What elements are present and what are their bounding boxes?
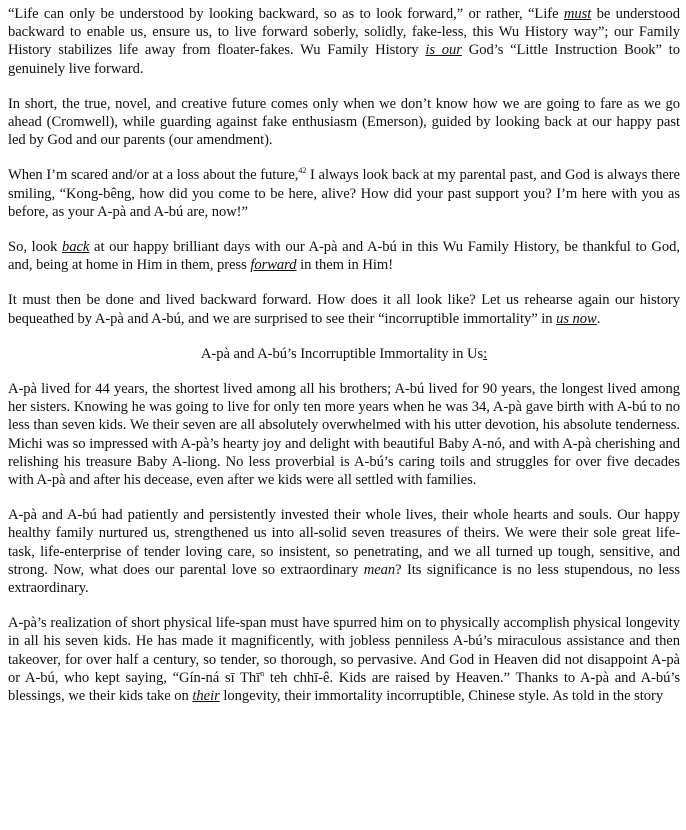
paragraph-3 (8, 166, 680, 221)
text: So, look (8, 239, 63, 256)
text: at our happy brilliant days with our A-pà and A-bú in this Wu Family History, be thankful to God, and, being at home in Him in them, press (8, 239, 680, 274)
emphasis-their: their (192, 688, 220, 705)
paragraph-5 (8, 291, 680, 327)
text: ? Its significance is no less stupendous, no less extraordinary. (8, 561, 680, 597)
text: God’s “Little Instruction Book” to genuinely live forward. (8, 42, 681, 77)
paragraph-6: A-pà lived for 44 years, the shortest lived among all his brothers; A-bú lived for 90 years, the longest lived among her sisters. Knowing he was going to live for only ten more years when he was 34, A-pà gave birth with A-bú to no less than seven kids. We their seven are all absolutely overwhelmed with his utter devotion, his absolute tenderness. Michi was so impressed with A-pà’s hearty joy and delight with beautiful Baby A-nó, and with A-pà cherishing and relishing his treasure Baby A-liong. No less proverbial is A-bú’s caring toils and struggles for over five decades with A-pà and after his decease, even after we kids were all settled with families. (8, 381, 680, 489)
text: “Life can only be understood by looking backward, so as to look forward,” or rather, “Life (8, 6, 564, 22)
paragraph-7 (8, 506, 680, 597)
text: teh chhī-ê. Kids are raised by Heaven.” Thanks to A-pà and A-bú’s blessings, we their kids take on (8, 669, 680, 705)
text: A-pà and A-bú had patiently and persistently invested their whole lives, their whole hearts and souls. Our happy healthy family nurtured us, strengthened us into all-solid seven treasures of theirs. We were their sole great life-task, life-enterprise of tender loving care, so insistent, so penetrating, and we all turned up tough, sensitive, and strong. Now, what does our parental love so extraordinary (8, 507, 680, 578)
text: longevity, their immortality incorruptible, Chinese style. As told in the story (219, 688, 664, 705)
text: in them in Him! (296, 257, 393, 274)
emphasis-us-now: us now (556, 310, 597, 327)
text: be understood backward to enable us, ensure us, to live forward soberly, solidly, fake-less, this Wu History way”; our Family History stabilizes life away from floater-fakes. Wu Family History (8, 6, 680, 59)
superscript-n: n (260, 668, 265, 678)
heading-text: A-pà and A-bú’s Incorruptible Immortality in Us (200, 345, 484, 362)
text: . (596, 310, 601, 327)
paragraph-2: In short, the true, novel, and creative future comes only when we don’t know how we are going to fare as we go ahead (Cromwell), while guarding against fake enthusiasm (Emerson), guided by looking back at our happy past led by God and our parents (our amendment). (8, 95, 680, 149)
emphasis-is-our: is our (425, 42, 462, 59)
paragraph-4 (8, 238, 680, 274)
section-heading (8, 345, 680, 363)
emphasis-back: back (62, 239, 90, 256)
paragraph-1 (8, 5, 680, 78)
heading-colon: : (483, 345, 488, 362)
emphasis-forward: forward (250, 257, 297, 274)
paragraph-8 (8, 614, 680, 705)
footnote-ref: 42 (298, 166, 307, 176)
emphasis-mean: mean (363, 561, 396, 578)
text: It must then be done and lived backward forward. How does it all look like? Let us rehearse again our history bequeathed by A-pà and A-bú, and we are surprised to see their “incorruptible immortality” in (8, 292, 680, 327)
text: When I’m scared and/or at a loss about the future, (8, 167, 299, 184)
text: I always look back at my parental past, and God is always there smiling, “Kong-bêng, how did you come to be here, alive? How did your past support you? I’m here with you as before, as your A-pà and A-bú are, now!” (8, 167, 680, 220)
emphasis-must: must (563, 6, 592, 22)
text: A-pà’s realization of short physical life-span must have spurred him on to physically accomplish physical longevity in all his seven kids. He has made it magnificently, with jobless penniless A-bú’s miraculous assistance and then takeover, for over half a century, so tender, so thorough, so pervasive. And God in Heaven did not disappoint A-pà or A-bú, who kept saying, “Gín-ná sī Thī (8, 615, 680, 686)
